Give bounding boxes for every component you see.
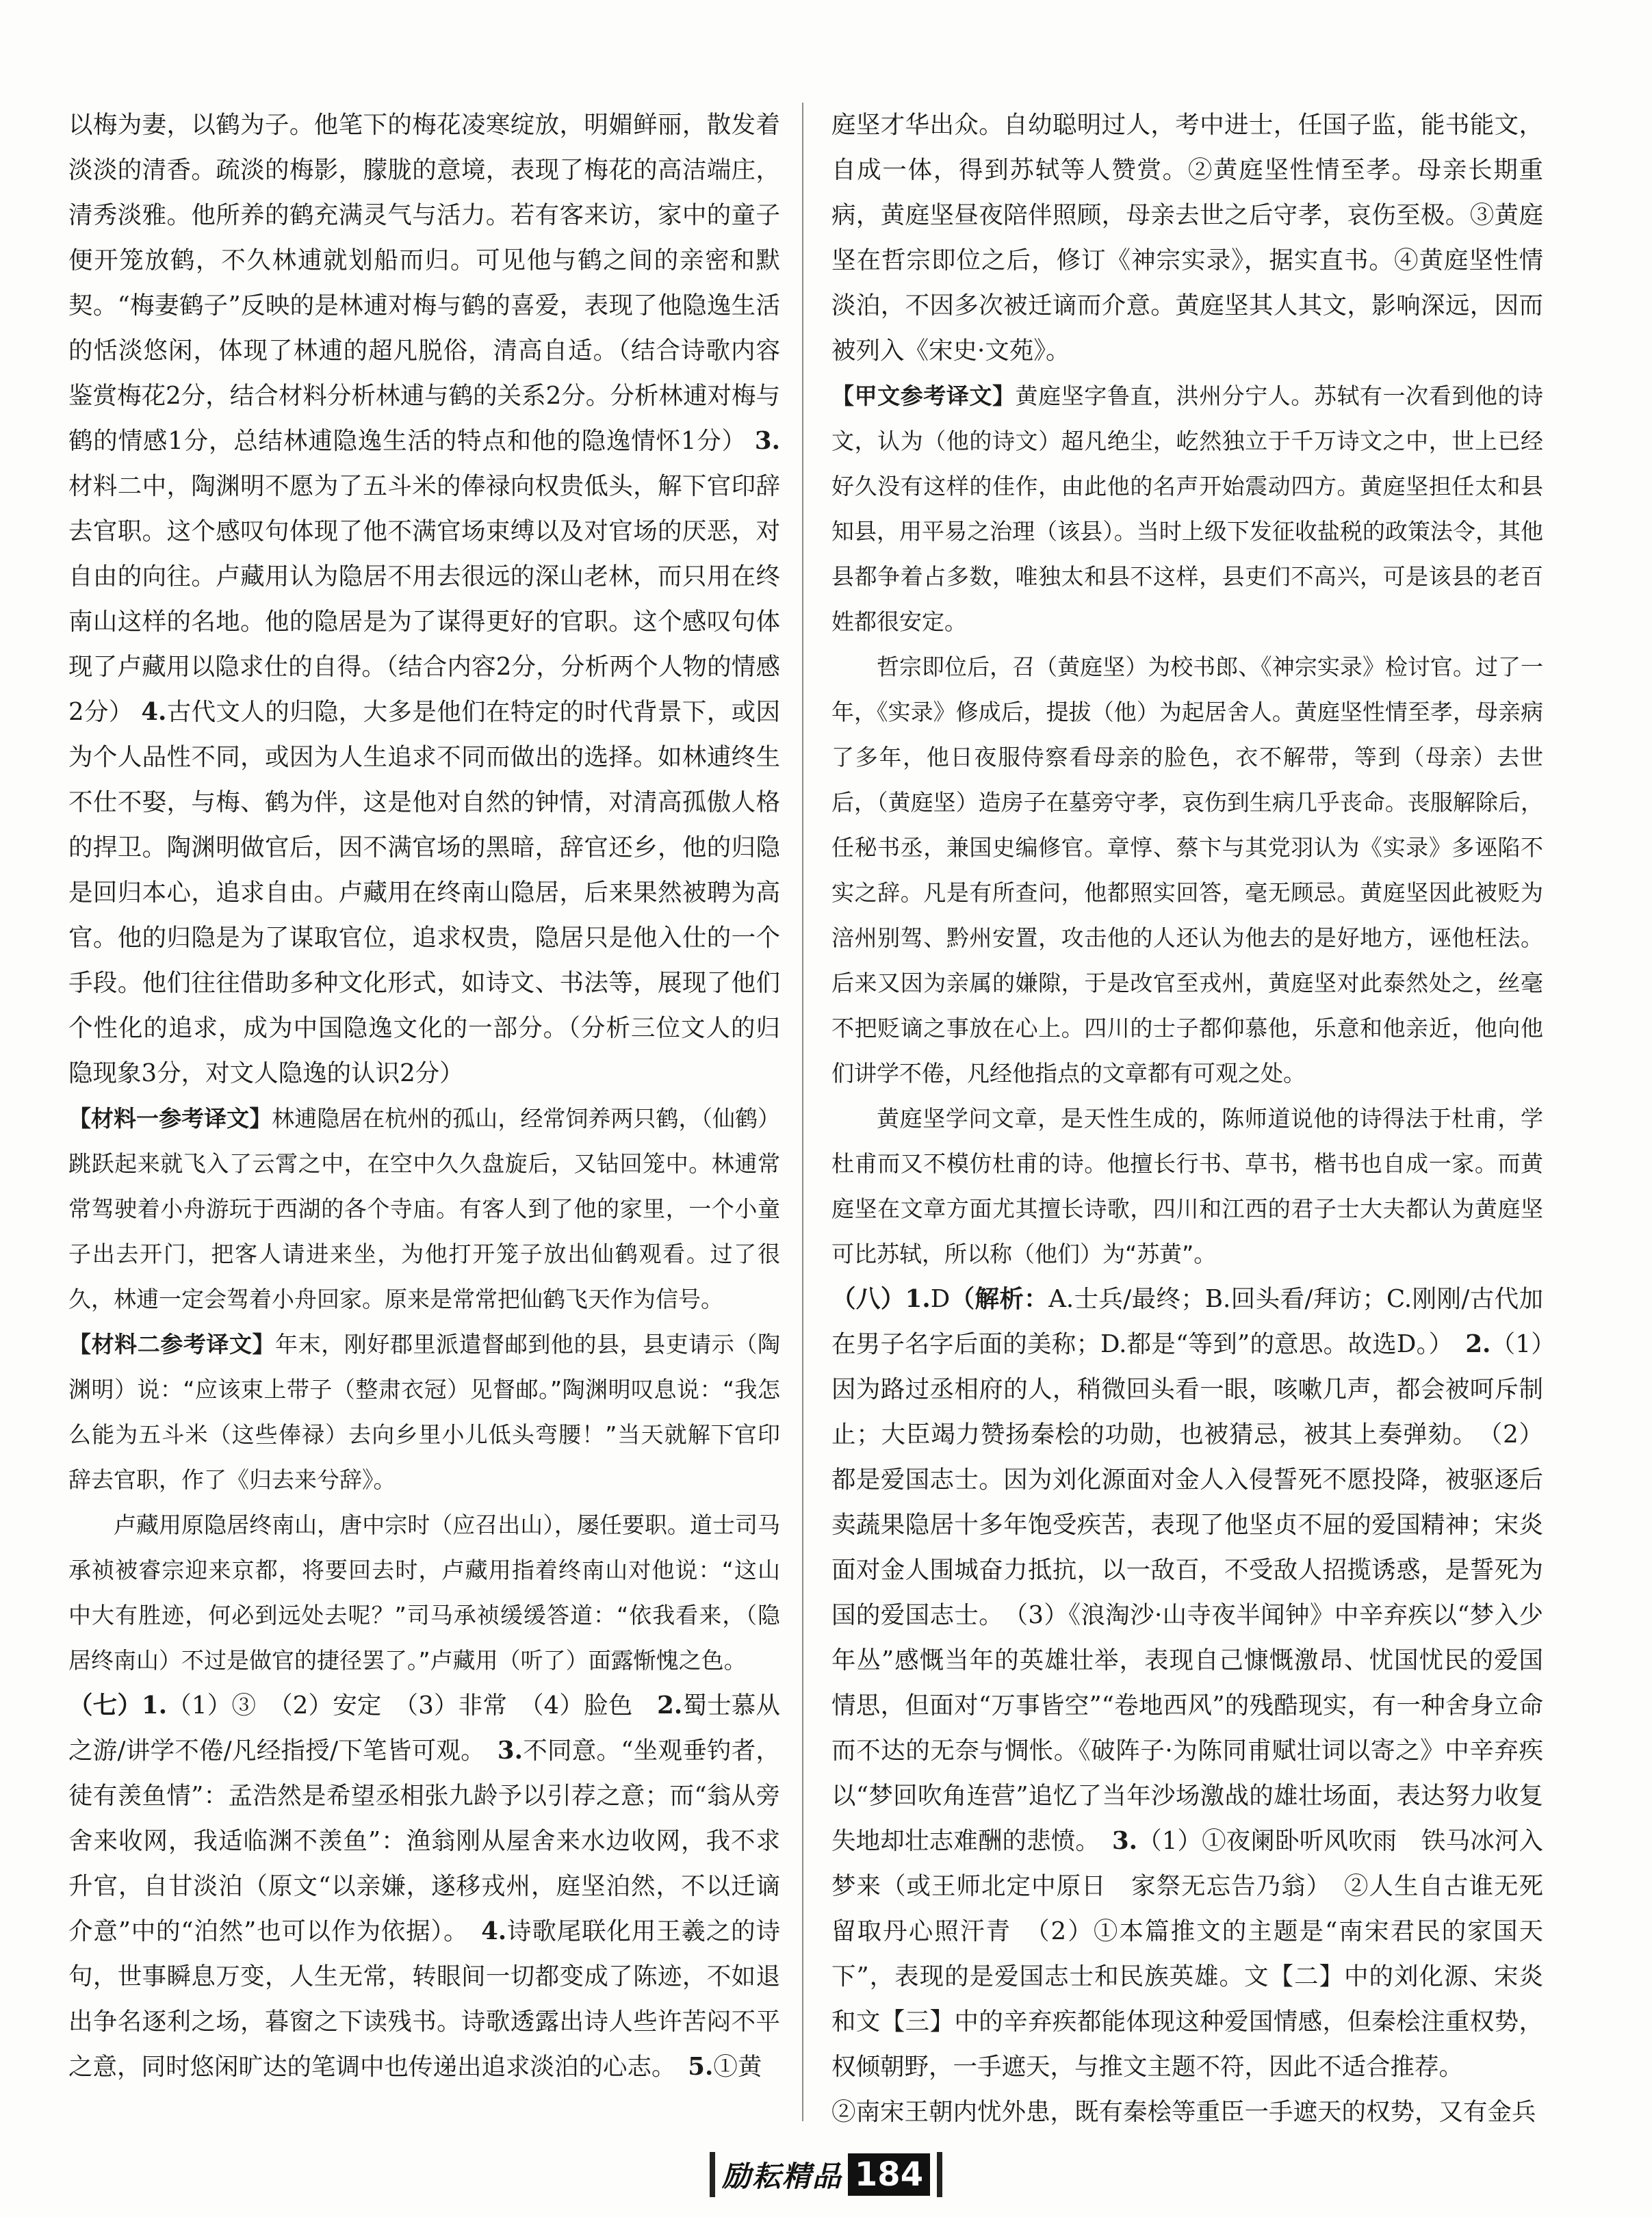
text-jia-translation	[831, 374, 1543, 645]
section-7-q4: 诗歌尾联化用王羲之的诗句，世事瞬息万变，人生无常，转眼间一切都变成了陈迹，不如退出争名逐利之场，暮窗之下读残书。诗歌透露出诗人些许苦闷不平之意，同时悠闲旷达的笔调中也传递出追求淡泊的心志。	[68, 1917, 780, 2081]
section-7-number: （七）1.	[68, 1691, 168, 1720]
q4-text: 古代文人的归隐，大多是他们在特定的时代背景下，或因为个人品性不同，或因为人生追求不同而做出的选择。如林逋终生不仕不娶，与梅、鹤为伴，这是他对自然的钟情，对清高孤傲人格的捍卫。陶渊明做官后，因不满官场的黑暗，辞官还乡，他的归隐是回归本心，追求自由。卢藏用在终南山隐居，后来果然被聘为高官。他的归隐是为了谋取官位，追求权贵，隐居只是他入仕的一个手段。他们往往借助多种文化形式，如诗文、书法等，展现了他们个性化的追求，成为中国隐逸文化的一部分。（分析三位文人的归隐现象3分，对文人隐逸的认识2分）	[68, 698, 780, 1087]
section-7-q3: 不同意。“坐观垂钓者，徒有羡鱼情”：孟浩然是希望丞相张九龄予以引荐之意；而“翁从旁舍来收网，我适临渊不羡鱼”：渔翁刚从屋舍来水边收网，我不求升官，自甘淡泊（原文“以亲嫌，遂移戎州，庭坚泊然，不以迁谪介意”中的“泊然”也可以作为依据）。	[68, 1737, 780, 1945]
section-7-q5: ①黄	[713, 2053, 762, 2081]
section-8-answers	[831, 1277, 1568, 2090]
text-jia-paragraph-3: 黄庭坚学问文章，是天性生成的，陈师道说他的诗得法于杜甫，学杜甫而又不模仿杜甫的诗。他擅长行书、草书，楷书也自成一家。而黄庭坚在文章方面尤其擅长诗歌，四川和江西的君子士大夫都认为黄庭坚可比苏轼，所以称（他们）为“苏黄”。	[831, 1105, 1543, 1267]
column-divider	[802, 103, 803, 2121]
material-2-translation	[68, 1322, 780, 1503]
material-2-text: 年末，刚好郡里派遣督邮到他的县，县吏请示（陶渊明）说：“应该束上带子（整肃衣冠）见督邮。”陶渊明叹息说：“我怎么能为五斗米（这些俸禄）去向乡里小儿低头弯腰！”当天就解下官印辞去官职，作了《归去来兮辞》。	[68, 1331, 781, 1493]
q3-number: 3.	[754, 427, 780, 455]
section-8-number: （八）1.	[831, 1285, 931, 1313]
section-7-q5-number: 5.	[688, 2053, 714, 2081]
text-jia-text: 黄庭坚字鲁直，洪州分宁人。苏轼有一次看到他的诗文，认为（他的诗文）超凡绝尘，屹然独立于千万诗文之中，世上已经好久没有这样的佳作，由此他的名声开始震动四方。黄庭坚担任太和县知县，用平易之治理（该县）。当时上级下发征收盐税的政策法令，其他县都争着占多数，唯独太和县不这样，县吏们不高兴，可是该县的老百姓都很安定。	[831, 383, 1544, 635]
section-8-jiexi-text: A.士兵/最终；B.回头看/拜访；C.刚刚/古代加在男子名字后面的美称；D.都是“等到”的意思。故选D。）	[831, 1285, 1543, 1358]
right-column	[831, 103, 1568, 2135]
page-footer	[0, 2147, 1652, 2202]
section-8-q2-number: 2.	[1465, 1330, 1491, 1358]
section-7-q1: （1）③ （2）安定 （3）非常 （4）脸色	[167, 1691, 658, 1720]
text-jia-paragraph-2: 哲宗即位后，召（黄庭坚）为校书郎、《神宗实录》检讨官。过了一年，《实录》修成后，提拔（他）为起居舍人。黄庭坚性情至孝，母亲病了多年，他日夜服侍察看母亲的脸色，衣不解带，等到（母亲）去世后，（黄庭坚）造房子在墓旁守孝，哀伤到生病几乎丧命。丧服解除后，任秘书丞，兼国史编修官。章惇、蔡卞与其党羽认为《实录》多诬陷不实之辞。凡是有所查问，他都照实回答，毫无顾忌。黄庭坚因此被贬为涪州别驾、黔州安置，攻击他的人还认为他去的是好地方，诬他枉法。后来又因为亲属的嫌隙，于是改官至戎州，黄庭坚对此泰然处之，丝毫不把贬谪之事放在心上。四川的士子都仰慕他，乐意和他亲近，他向他们讲学不倦，凡经他指点的文章都有可观之处。	[831, 653, 1543, 1087]
section-8-q2: （1）因为路过丞相府的人，稍微回头看一眼，咳嗽几声，都会被呵斥制止；大臣竭力赞扬秦桧的功勋，也被猜忌，被其上奏弹劾。 （2）都是爱国志士。因为刘化源面对金人入侵誓死不愿投降，被驱逐后卖蔬果隐居十多年饱受疾苦，表现了他坚贞不屈的爱国精神；宋炎面对金人围城奋力抵抗，以一敌百，不受敌人招揽诱惑，是誓死为国的爱国志士。 （3）《浪淘沙·山寺夜半闻钟》中辛弃疾以“梦入少年丛”感慨当年的英雄壮举，表现自己慷慨激昂、忧国忧民的爱国情思，但面对“万事皆空”“卷地西风”的残酷现实，有一种舍身立命而不达的无奈与惆怅。《破阵子·为陈同甫赋壮词以寄之》中辛弃疾以“梦回吹角连营”追忆了当年沙场激战的雄壮场面，表达努力收复失地却壮志难酬的悲愤。	[831, 1330, 1543, 1855]
section-8-last-line: ②南宋王朝内忧外患，既有秦桧等重臣一手遮天的权势，又有金兵	[831, 2098, 1536, 2126]
section-7-answers	[68, 1683, 780, 2090]
material-2-tag: 【材料二参考译文】	[68, 1331, 276, 1358]
page-number: 184	[848, 2153, 930, 2196]
left-paragraph-1	[68, 103, 780, 1096]
brand-logo	[710, 2152, 942, 2197]
right-paragraph-1: 庭坚才华出众。自幼聪明过人，考中进士，任国子监，能书能文，自成一体，得到苏轼等人赞赏。②黄庭坚性情至孝。母亲长期重病，黄庭坚昼夜陪伴照顾，母亲去世之后守孝，哀伤至极。③黄庭坚在哲宗即位之后，修订《神宗实录》，据实直书。④黄庭坚性情淡泊，不因多次被迁谪而介意。黄庭坚其人其文，影响深远，因而被列入《宋史·文苑》。	[831, 111, 1543, 365]
left-p1-text: 以梅为妻，以鹤为子。他笔下的梅花凌寒绽放，明媚鲜丽，散发着淡淡的清香。疏淡的梅影，朦胧的意境，表现了梅花的高洁端庄，清秀淡雅。他所养的鹤充满灵气与活力。若有客来访，家中的童子便开笼放鹤，不久林逋就划船而归。可见他与鹤之间的亲密和默契。“梅妻鹤子”反映的是林逋对梅与鹤的喜爱，表现了他隐逸生活的恬淡悠闲，体现了林逋的超凡脱俗，清高自适。（结合诗歌内容鉴赏梅花2分，结合材料分析林逋与鹤的关系2分。分析林逋对梅与鹤的情感1分，总结林逋隐逸生活的特点和他的隐逸情怀1分）	[68, 111, 780, 455]
material-2-paragraph-2: 卢藏用原隐居终南山，唐中宗时（应召出山），屡任要职。道士司马承祯被睿宗迎来京都，将要回去时，卢藏用指着终南山对他说：“这山中大有胜迹，何必到远处去呢？”司马承祯缓缓答道：“依我看来，（隐居终南山）不过是做官的捷径罢了。”卢藏用（听了）面露惭愧之色。	[68, 1512, 780, 1674]
section-7-q4-number: 4.	[481, 1917, 507, 1945]
text-jia-tag: 【甲文参考译文】	[831, 383, 1016, 409]
section-8-jiexi-tag: （解析：	[950, 1285, 1049, 1313]
left-column	[68, 103, 780, 2090]
q4-number: 4.	[141, 698, 167, 726]
section-8-q1-answer: D	[930, 1285, 951, 1313]
section-7-q3-number: 3.	[497, 1737, 523, 1765]
material-1-text: 林逋隐居在杭州的孤山，经常饲养两只鹤，（仙鹤）跳跃起来就飞入了云霄之中，在空中久久盘旋后，又钻回笼中。林逋常常驾驶着小舟游玩于西湖的各个寺庙。有客人到了他的家里，一个小童子出去开门，把客人请进来坐，为他打开笼子放出仙鹤观看。过了很久，林逋一定会驾着小舟回家。原来是常常把仙鹤飞天作为信号。	[68, 1105, 781, 1312]
section-7-q2-number: 2.	[657, 1691, 683, 1720]
section-7-q2: 蜀士慕从之游/讲学不倦/凡经指授/下笔皆可观。	[68, 1691, 780, 1765]
section-8-q3-number: 3.	[1111, 1827, 1138, 1855]
section-8-q3: （1）①夜阑卧听风吹雨 铁马冰河入梦来（或王师北定中原日 家祭无忘告乃翁） ②人生自古谁无死 留取丹心照汗青 （2）①本篇推文的主题是“南宋君民的家国天下”，表现的是爱国志士和民族英雄。文【二】中的刘化源、宋炎和文【三】中的辛弃疾都能体现这种爱国情感，但秦桧注重权势，权倾朝野，一手遮天，与推文主题不符，因此不适合推荐。	[831, 1827, 1568, 2081]
q3-text: 材料二中，陶渊明不愿为了五斗米的俸禄向权贵低头，解下官印辞去官职。这个感叹句体现了他不满官场束缚以及对官场的厌恶，对自由的向往。卢藏用认为隐居不用去很远的深山老林，而只用在终南山这样的名地。他的隐居是为了谋得更好的官职。这个感叹句体现了卢藏用以隐求仕的自得。（结合内容2分，分析两个人物的情感2分）	[68, 472, 780, 726]
material-1-tag: 【材料一参考译文】	[68, 1105, 272, 1132]
brand-name: 励耘精品	[721, 2160, 842, 2193]
material-1-translation	[68, 1096, 780, 1322]
